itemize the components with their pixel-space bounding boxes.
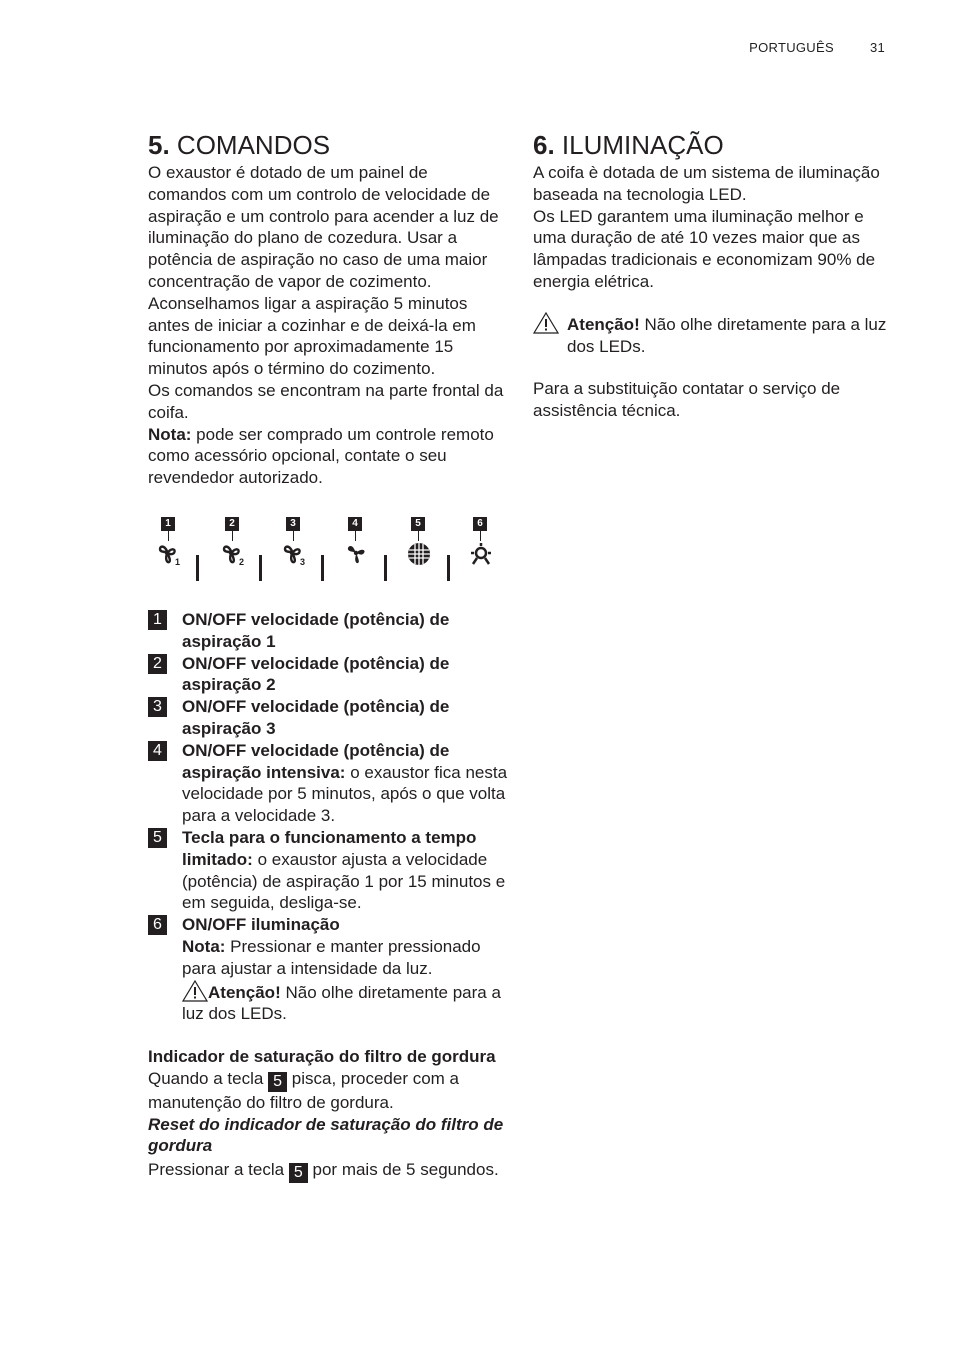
svg-text:3: 3 xyxy=(300,556,306,567)
led-paragraph: A coifa è dotada de um sistema de iluminação baseada na tecnologia LED. xyxy=(533,163,880,204)
item6-note xyxy=(182,936,508,980)
panel-button-4 xyxy=(343,517,367,567)
filter-paragraph xyxy=(148,1068,508,1114)
light-icon xyxy=(468,541,494,567)
list-item xyxy=(148,914,508,1025)
fan-speed-1-icon xyxy=(156,541,182,567)
list-item xyxy=(148,827,508,914)
item6-note-label: Nota: xyxy=(182,936,226,956)
reset-text-b: por mais de 5 segundos. xyxy=(307,1160,499,1180)
reset-text-a: Pressionar a tecla xyxy=(148,1160,289,1180)
page-header xyxy=(749,40,885,55)
note-paragraph xyxy=(148,424,508,489)
item-number-badge: 5 xyxy=(148,828,167,848)
item-bold-text: ON/OFF velocidade (potência) de aspiração intensiva: xyxy=(182,740,450,782)
panel-tag-6: 6 xyxy=(473,517,487,531)
intro-paragraph: O exaustor é dotado de um painel de comandos com um controlo de velocidade de aspiração e um controlo para acender a luz de iluminação do plano de cozedura. Usar a potência de aspiração no caso de uma maior concentração de vapor de cozimento. Aconselhamos ligar a aspiração 5 minutos antes de iniciar a cozinhar e de deixá-la em funcionamento por aproximadamente 15 minutos após o término do cozimento. xyxy=(148,163,499,379)
reset-paragraph xyxy=(148,1157,508,1183)
panel-button-6 xyxy=(468,517,492,567)
panel-button-1 xyxy=(156,517,180,567)
item6-warn-text: Não olhe diretamente para a luz dos LEDs. xyxy=(182,982,501,1024)
svg-text:1: 1 xyxy=(175,556,181,567)
panel-tag-3: 3 xyxy=(286,517,300,531)
item-number-badge: 4 xyxy=(148,741,167,761)
panel-separator xyxy=(384,555,387,581)
note-text: pode ser comprado um controle remoto como acessório opcional, contate o seu revendedor autorizado. xyxy=(148,424,494,488)
item-bold-text: Tecla para o funcionamento a tempo limitado: xyxy=(182,827,477,869)
filter-text-a: Quando a tecla xyxy=(148,1068,269,1088)
panel-tag-1: 1 xyxy=(161,517,175,531)
warn-label: Atenção! xyxy=(567,314,640,334)
item-bold-text: ON/OFF velocidade (potência) de aspiração 1 xyxy=(182,609,450,651)
controls-list xyxy=(148,609,508,1025)
item-text: o exaustor fica nesta velocidade por 5 minutos, após o que volta para a velocidade 3. xyxy=(182,762,508,826)
panel-tag-5: 5 xyxy=(411,517,425,531)
list-item xyxy=(148,740,508,827)
filter-heading: Indicador de saturação do filtro de gordura xyxy=(148,1047,496,1067)
section-title: ILUMINAÇÃO xyxy=(561,130,724,160)
panel-separator xyxy=(321,555,324,581)
item-text: o exaustor ajusta a velocidade (potência) de aspiração 1 por 15 minutos e em seguida, desliga-se. xyxy=(182,849,506,913)
filter-text-b: pisca, proceder com a manutenção do filtro de gordura. xyxy=(148,1068,459,1112)
panel-separator xyxy=(259,555,262,581)
key-5-badge: 5 xyxy=(268,1072,287,1092)
item-bold-text: ON/OFF iluminação xyxy=(182,915,340,935)
control-panel-diagram xyxy=(148,517,508,609)
item-number-badge: 6 xyxy=(148,915,167,935)
list-item xyxy=(148,696,508,740)
section-heading xyxy=(148,130,508,160)
panel-tag-2: 2 xyxy=(225,517,239,531)
item-bold-text: ON/OFF velocidade (potência) de aspiração 2 xyxy=(182,653,450,695)
item-bold-text: ON/OFF velocidade (potência) de aspiração 3 xyxy=(182,697,450,738)
panel-tag-4: 4 xyxy=(348,517,362,531)
section-comandos xyxy=(148,130,508,1183)
item-number-badge: 1 xyxy=(148,610,167,630)
fan-speed-2-icon xyxy=(220,541,246,567)
section-number: 5. xyxy=(148,130,170,160)
fan-intensive-icon xyxy=(343,541,369,567)
section-title: COMANDOS xyxy=(176,130,331,160)
location-paragraph: Os comandos se encontram na parte frontal da coifa. xyxy=(148,380,504,422)
item6-note-text: Pressionar e manter pressionado para ajustar a intensidade da luz. xyxy=(182,936,481,978)
section-number: 6. xyxy=(533,130,555,160)
list-item xyxy=(148,609,508,653)
warn-text: Não olhe diretamente para a luz dos LEDs. xyxy=(567,314,887,356)
fan-speed-3-icon xyxy=(281,541,307,567)
item-number-badge: 3 xyxy=(148,697,167,717)
list-item xyxy=(148,653,508,697)
item6-warn-label: Atenção! xyxy=(208,982,281,1002)
header-language: PORTUGUÊS xyxy=(749,40,834,55)
section-iluminacao xyxy=(533,130,893,422)
panel-separator xyxy=(196,555,199,581)
panel-button-2 xyxy=(220,517,244,567)
section-heading xyxy=(533,130,893,160)
svg-text:2: 2 xyxy=(239,556,245,567)
note-label: Nota: xyxy=(148,424,192,444)
reset-heading: Reset do indicador de saturação do filtro de gordura xyxy=(148,1114,504,1156)
warning-icon xyxy=(182,980,208,1002)
panel-separator xyxy=(447,555,450,581)
key-5-badge: 5 xyxy=(289,1163,308,1183)
timer-grid-icon xyxy=(406,541,432,567)
page-number: 31 xyxy=(869,40,885,55)
warning-icon xyxy=(533,312,559,334)
service-paragraph: Para a substituição contatar o serviço de assistência técnica. xyxy=(533,379,841,421)
item-number-badge: 2 xyxy=(148,654,167,674)
led-warning xyxy=(533,314,893,358)
item6-warning xyxy=(182,980,508,1026)
panel-button-5 xyxy=(406,517,430,567)
panel-button-3 xyxy=(281,517,305,567)
led-benefits-paragraph: Os LED garantem uma iluminação melhor e uma duração de até 10 vezes maior que as lâmpadas tradicionais e economizam 90% de energia elétrica. xyxy=(533,206,876,291)
